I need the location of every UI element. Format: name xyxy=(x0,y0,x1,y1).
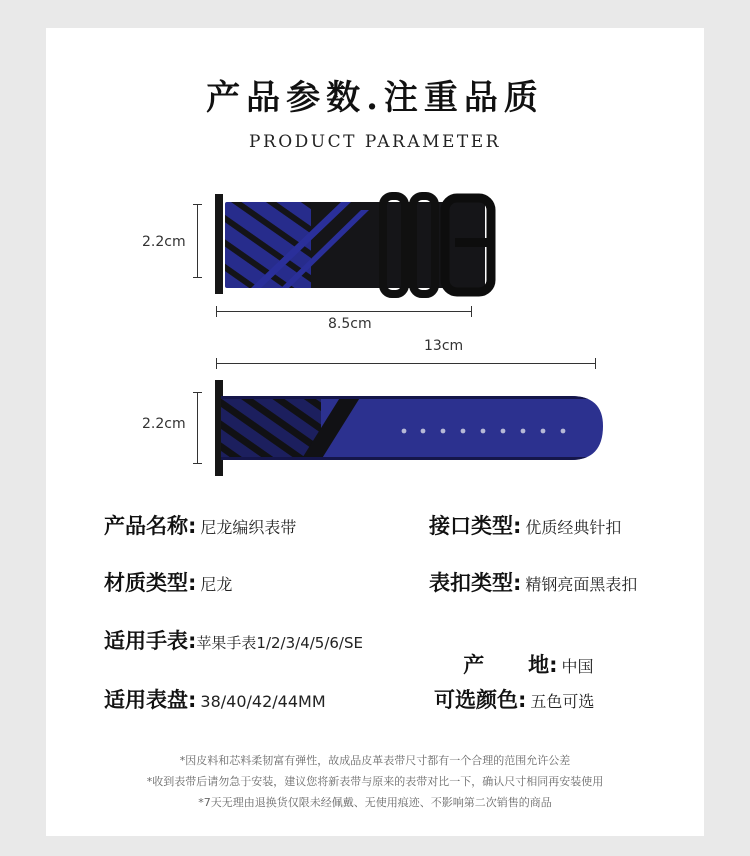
spec-connector-type xyxy=(429,510,621,540)
spec-label: 可选颜色: xyxy=(434,688,527,712)
spec-label: 表扣类型: xyxy=(429,571,522,595)
tail-band-image xyxy=(211,378,611,478)
note-line: *因皮料和芯料柔韧富有弹性，故成品皮革表带尺寸都有一个合理的范围允许公差 xyxy=(179,754,571,767)
spec-value: 尼龙 xyxy=(200,575,233,594)
spec-value: 优质经典针扣 xyxy=(525,518,622,537)
tick xyxy=(595,358,596,369)
buckle-length-label: 8.5cm xyxy=(328,316,372,332)
product-parameter-card xyxy=(46,28,704,836)
spec-value: 精钢亮面黑表扣 xyxy=(525,575,638,594)
lug-connector xyxy=(215,194,223,294)
spec-compatible-watch xyxy=(104,625,363,655)
note-line: *收到表带后请勿急于安装，建议您将新表带与原来的表带对比一下，确认尺寸相同再安装使用 xyxy=(146,775,604,788)
bottom-width-line xyxy=(197,392,198,464)
spec-value: 中国 xyxy=(561,657,594,676)
tick xyxy=(193,204,202,205)
spec-label: 产 地: xyxy=(463,653,558,677)
tick xyxy=(216,306,217,317)
bottom-width-label: 2.2cm xyxy=(142,416,186,432)
spec-buckle-type xyxy=(429,567,637,597)
spec-label: 适用手表: xyxy=(104,629,197,653)
spec-colors xyxy=(434,684,594,714)
top-width-line xyxy=(197,204,198,278)
tick xyxy=(193,277,202,278)
page-subtitle: PRODUCT PARAMETER xyxy=(249,132,501,152)
total-length-label: 13cm xyxy=(424,338,464,354)
spec-value: 五色可选 xyxy=(530,692,595,711)
tick xyxy=(471,306,472,317)
top-width-label: 2.2cm xyxy=(142,234,186,250)
buckle-length-line xyxy=(216,311,472,312)
spec-product-name xyxy=(104,510,296,540)
spec-label: 产品名称: xyxy=(104,514,197,538)
buckle-band-image xyxy=(211,188,501,306)
spec-label: 适用表盘: xyxy=(104,688,197,712)
spec-material-type xyxy=(104,567,232,597)
spec-value: 38/40/42/44MM xyxy=(200,692,326,711)
spec-value: 尼龙编织表带 xyxy=(200,518,297,537)
tick xyxy=(193,392,202,393)
spec-label: 接口类型: xyxy=(429,514,522,538)
tick xyxy=(193,463,202,464)
spec-value: 苹果手表1/2/3/4/5/6/SE xyxy=(196,634,363,652)
spec-label: 材质类型: xyxy=(104,571,197,595)
note-line: *7天无理由退换货仅限未经佩戴、无使用痕迹、不影响第二次销售的商品 xyxy=(198,796,552,809)
tick xyxy=(216,358,217,369)
notes-block xyxy=(46,750,704,813)
total-length-line xyxy=(216,363,596,364)
page-title: 产品参数.注重品质 xyxy=(206,78,544,118)
spec-dial-size xyxy=(104,684,326,714)
